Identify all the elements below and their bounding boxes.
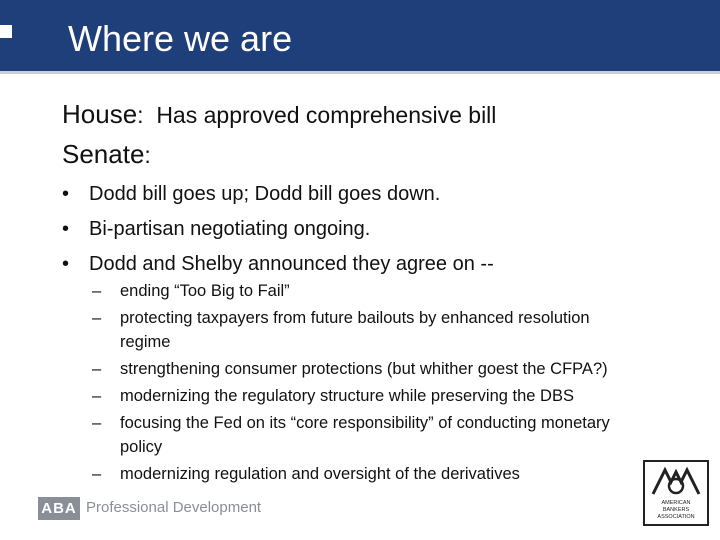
aba-professional-development-logo [38,497,262,520]
sub-bullet-item [92,384,642,408]
house-heading [62,101,496,127]
sub-bullet-item [92,462,642,486]
sub-bullet-item [92,306,642,354]
seal-line-1: AMERICAN [661,500,691,506]
bullet-mark: • [62,218,70,240]
sub-bullet-text: ending “Too Big to Fail” [120,282,290,300]
sub-bullet-text: modernizing regulation and oversight of the derivatives [120,465,520,483]
house-text: : Has approved comprehensive bill [137,102,497,128]
seal-emblem-icon [645,464,707,498]
sub-bullet-text: focusing the Fed on its “core responsibility” of conducting monetary policy [120,414,610,456]
house-label: House [62,99,138,129]
aba-logo-text: Professional Development [86,499,262,516]
slide-header [0,0,720,71]
senate-heading [62,141,151,167]
sub-bullet-item [92,279,642,303]
dash-mark: – [92,414,102,432]
sub-bullet-item [92,411,642,459]
seal-line-2: BANKERS [662,507,690,513]
sub-bullet-text: strengthening consumer protections (but whither goest the CFPA?) [120,360,608,378]
header-square-icon [0,25,12,38]
sub-bullet-text: protecting taxpayers from future bailouts by enhanced resolution regime [120,309,590,351]
aba-seal-logo-icon [643,460,709,526]
sub-bullet-item [92,357,642,381]
sub-bullet-list [92,279,642,489]
seal-line-3: ASSOCIATION [657,514,695,520]
dash-mark: – [92,387,102,405]
bullet-item [62,247,662,282]
senate-label: Senate [62,139,145,169]
senate-text: : [144,142,151,168]
bullet-list [62,177,662,282]
bullet-mark: • [62,183,70,205]
bullet-text: Bi-partisan negotiating ongoing. [89,218,371,240]
dash-mark: – [92,309,102,327]
bullet-item [62,212,662,247]
dash-mark: – [92,360,102,378]
slide-title: Where we are [68,18,293,59]
aba-badge: ABA [38,497,80,520]
dash-mark: – [92,282,102,300]
bullet-item [62,177,662,212]
bullet-mark: • [62,253,70,275]
bullet-text: Dodd bill goes up; Dodd bill goes down. [89,183,441,205]
dash-mark: – [92,465,102,483]
header-divider [0,71,720,74]
bullet-text: Dodd and Shelby announced they agree on -- [89,253,494,275]
sub-bullet-text: modernizing the regulatory structure while preserving the DBS [120,387,574,405]
